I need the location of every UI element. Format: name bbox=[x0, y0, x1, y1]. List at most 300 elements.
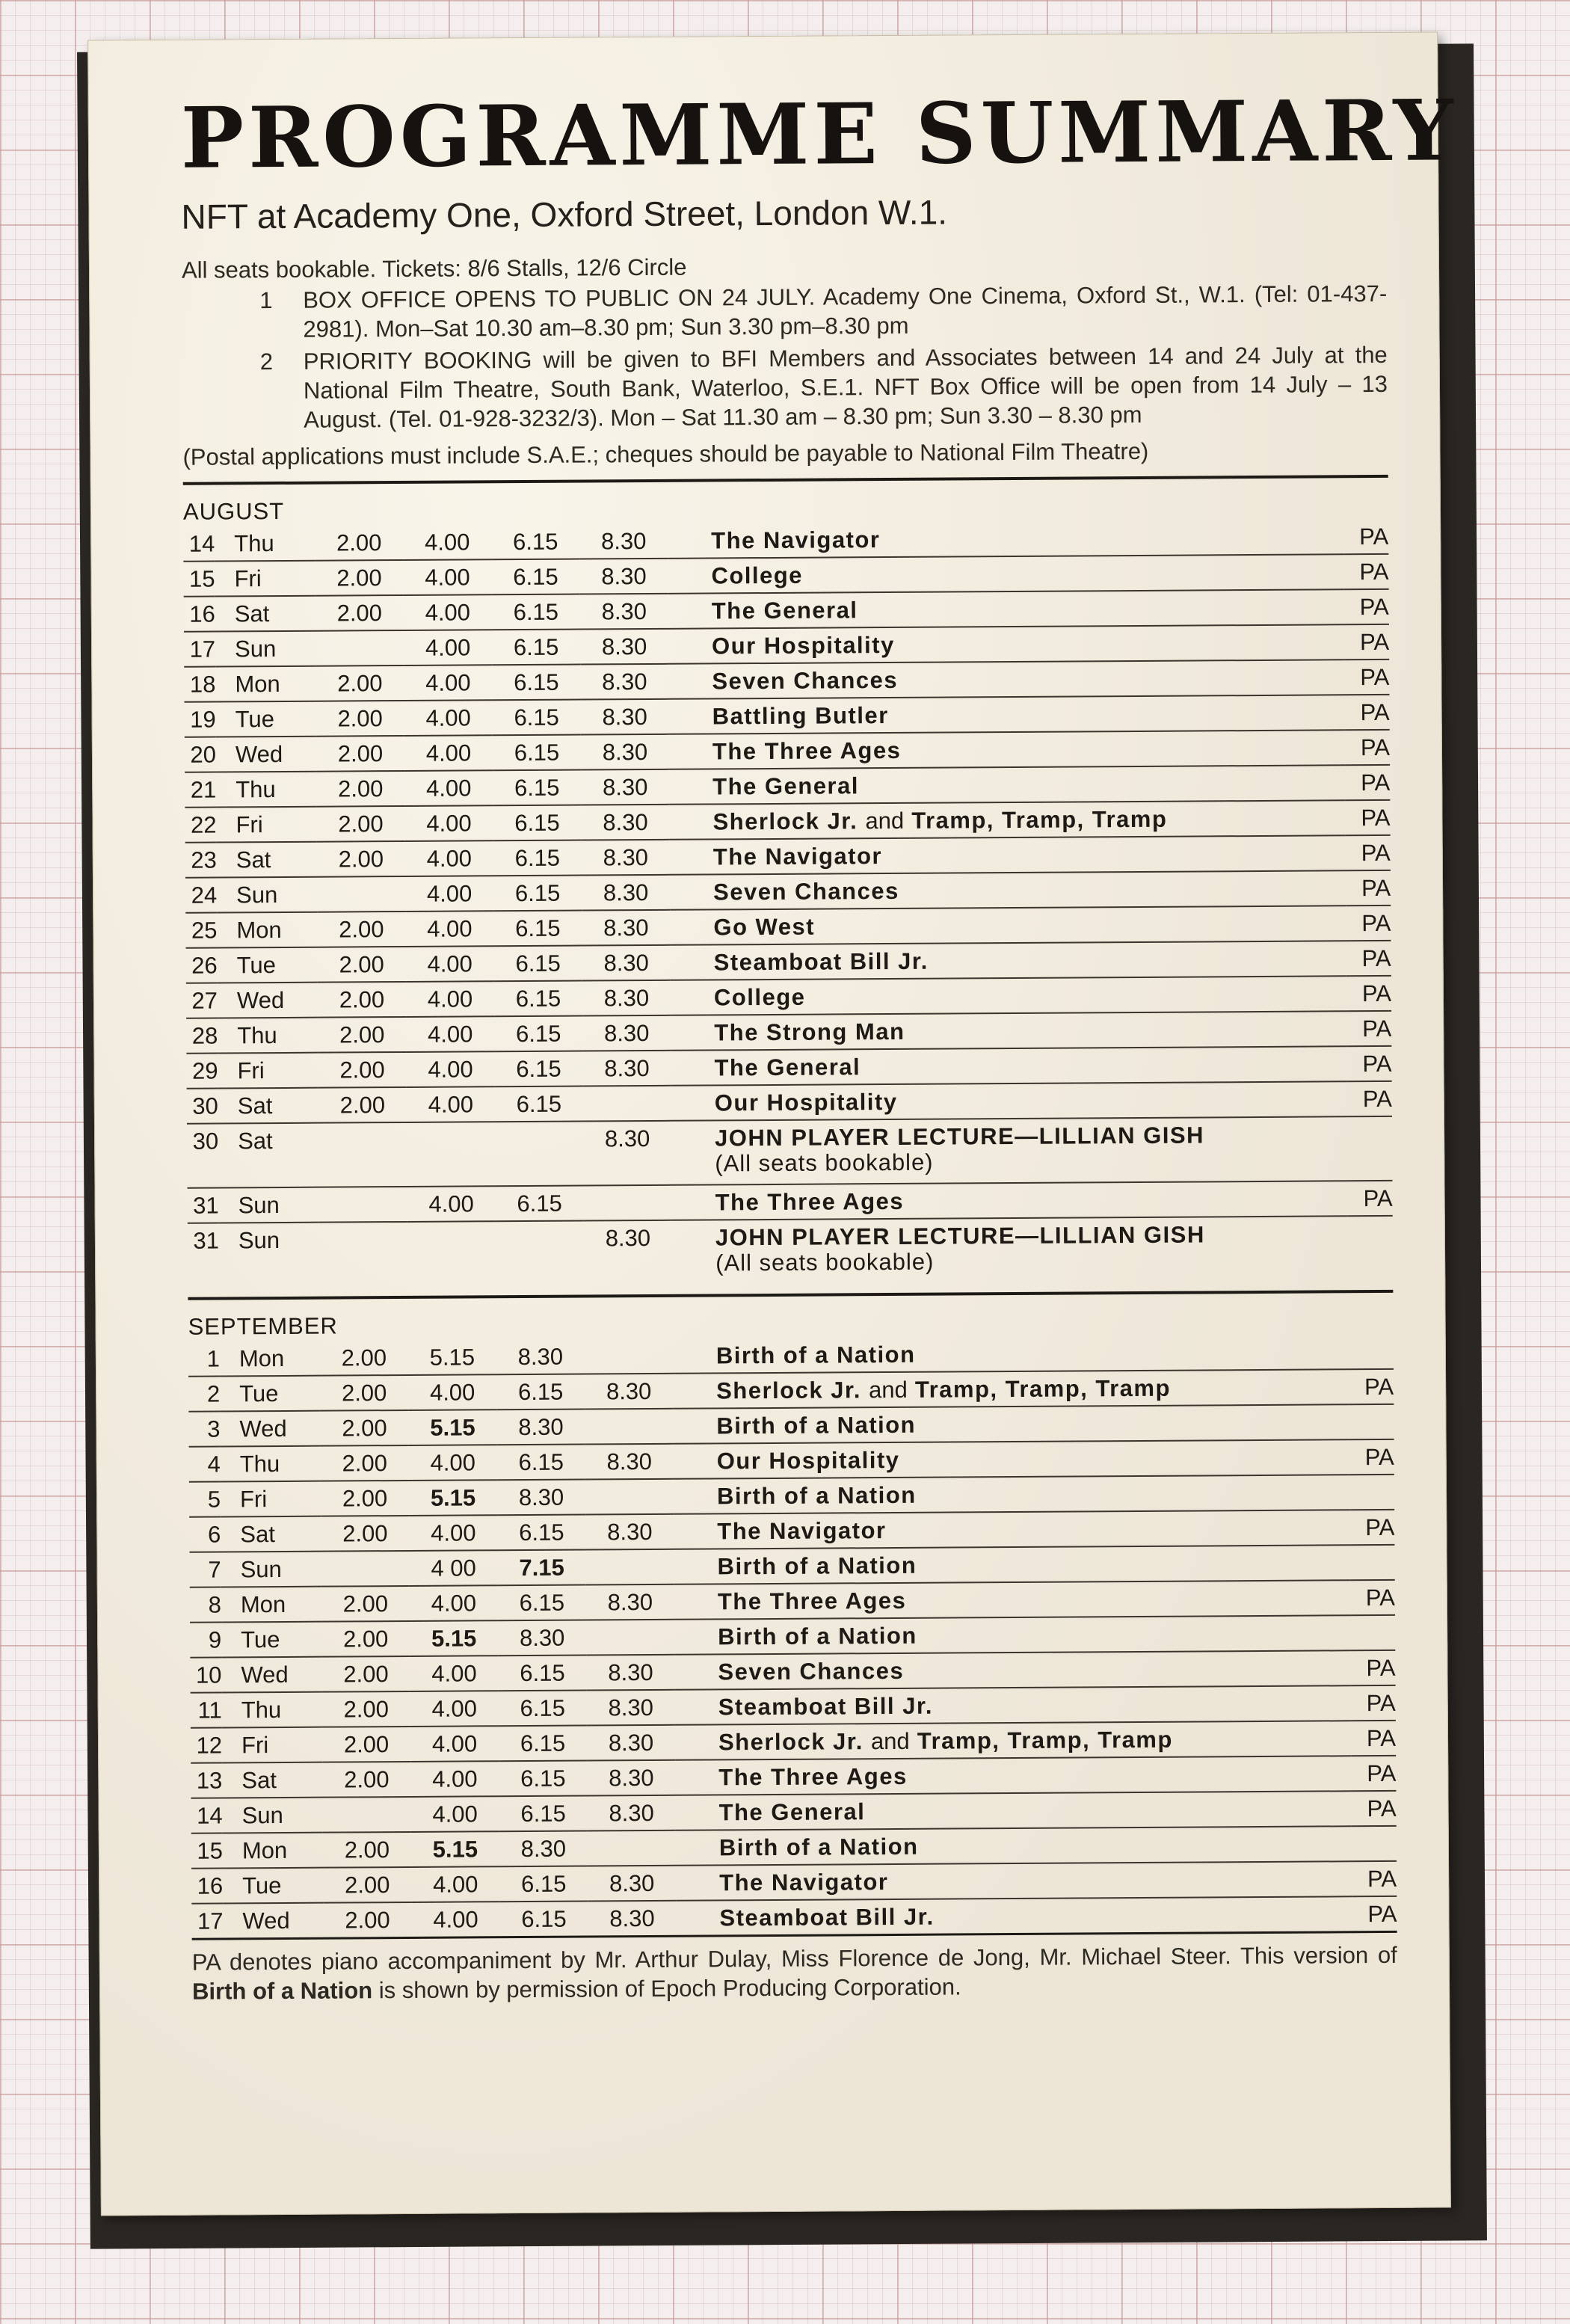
showtime-3: 6.15 bbox=[498, 1656, 586, 1691]
showtime-2: 4.00 bbox=[404, 805, 493, 841]
day-number: 21 bbox=[185, 772, 216, 808]
showtime-1: 2.00 bbox=[321, 1656, 410, 1692]
showtime-3: 6.15 bbox=[493, 805, 581, 841]
weekday: Sat bbox=[215, 596, 315, 632]
showtime-4: 8.30 bbox=[587, 1690, 675, 1726]
piano-accompaniment-marker: PA bbox=[1343, 520, 1388, 554]
film-title-cell bbox=[668, 520, 1343, 559]
film-title-cell bbox=[673, 1335, 1349, 1374]
showtime-4: 8.30 bbox=[587, 1725, 675, 1761]
film-title: Seven Chances bbox=[712, 666, 899, 695]
film-title-cell bbox=[671, 1181, 1347, 1220]
showtime-1: 2.00 bbox=[321, 1481, 409, 1516]
weekday: Wed bbox=[218, 983, 318, 1018]
showtime-1: 2.00 bbox=[318, 1052, 406, 1088]
note-number: 2 bbox=[259, 348, 274, 375]
piano-accompaniment-marker: PA bbox=[1351, 1791, 1396, 1826]
film-subnote: (All seats bookable) bbox=[715, 1149, 934, 1177]
showtime-4: 8.30 bbox=[586, 1655, 674, 1691]
film-title: Our Hospitality bbox=[711, 631, 895, 660]
film-title: Steamboat Bill Jr. bbox=[718, 1692, 934, 1721]
showtime-4 bbox=[583, 1086, 671, 1122]
weekday: Sat bbox=[221, 1516, 321, 1552]
day-number: 26 bbox=[186, 948, 218, 983]
film-title-cell bbox=[668, 589, 1344, 629]
showtime-4: 8.30 bbox=[587, 1760, 675, 1796]
showtime-3: 6.15 bbox=[496, 1186, 584, 1222]
showtime-3: 6.15 bbox=[499, 1761, 587, 1797]
schedule-row bbox=[187, 1116, 1392, 1188]
piano-accompaniment-marker bbox=[1347, 1116, 1393, 1181]
showtime-4: 8.30 bbox=[609, 1905, 655, 1932]
piano-accompaniment-marker: PA bbox=[1351, 1721, 1396, 1756]
weekday: Wed bbox=[221, 1657, 321, 1693]
showtime-3: 6.15 bbox=[499, 1691, 587, 1727]
showtime-2: 4.00 bbox=[410, 1726, 499, 1762]
weekday: Sun bbox=[217, 877, 317, 913]
piano-accompaniment-marker: PA bbox=[1350, 1580, 1395, 1615]
showtime-3: 6.15 bbox=[494, 1016, 582, 1052]
film-title-cell bbox=[675, 1721, 1351, 1760]
programme-sheet bbox=[87, 32, 1459, 2216]
venue-subtitle: NFT at Academy One, Oxford Street, London W.1. bbox=[181, 192, 948, 236]
showtime-3: 6.15 bbox=[492, 594, 580, 630]
piano-accompaniment-marker: PA bbox=[1346, 835, 1391, 870]
showtime-3: 6.15 bbox=[491, 525, 579, 560]
showtime-3: 6.15 bbox=[493, 700, 581, 736]
piano-accompaniment-marker: PA bbox=[1345, 800, 1390, 835]
weekday: Thu bbox=[221, 1446, 321, 1482]
film-title: The General bbox=[718, 1798, 866, 1826]
day-number: 30 bbox=[187, 1089, 218, 1124]
showtime-2: 4.00 bbox=[404, 700, 493, 736]
film-title: Steamboat Bill Jr. bbox=[719, 1903, 935, 1931]
day-number: 11 bbox=[191, 1692, 222, 1727]
showtime-4 bbox=[588, 1830, 676, 1866]
weekday: Tue bbox=[218, 947, 318, 983]
piano-accompaniment-marker: PA bbox=[1344, 660, 1389, 695]
showtime-1: 2.00 bbox=[318, 982, 406, 1018]
film-title: Our Hospitality bbox=[716, 1446, 900, 1475]
showtime-1: 2.00 bbox=[320, 1375, 408, 1411]
showtime-3: 6.15 bbox=[497, 1445, 585, 1481]
showtime-4: 8.30 bbox=[581, 734, 669, 770]
weekday: Sat bbox=[222, 1762, 322, 1798]
piano-accompaniment-marker bbox=[1349, 1545, 1394, 1580]
showtime-2: 4.00 bbox=[409, 1515, 497, 1551]
showtime-1: 2.00 bbox=[315, 595, 404, 631]
showtime-3: 6.15 bbox=[494, 1051, 582, 1087]
showtime-4: 8.30 bbox=[582, 875, 670, 911]
piano-accompaniment-marker: PA bbox=[1345, 695, 1390, 730]
piano-accompaniment-marker: PA bbox=[1346, 976, 1391, 1011]
film-title-cell bbox=[674, 1650, 1350, 1690]
piano-accompaniment-marker bbox=[1349, 1475, 1394, 1510]
showtime-4: 8.30 bbox=[579, 559, 668, 594]
day-number: 24 bbox=[185, 878, 217, 913]
day-number: 6 bbox=[189, 1516, 221, 1552]
showtime-3: 7.15 bbox=[497, 1550, 585, 1586]
piano-accompaniment-marker: PA bbox=[1349, 1510, 1394, 1545]
showtime-1: 2.00 bbox=[322, 1727, 410, 1762]
showtime-2: 4.00 bbox=[410, 1656, 498, 1691]
weekday: Tue bbox=[216, 701, 316, 737]
showtime-3: 6.15 bbox=[498, 1585, 586, 1621]
day-number: 3 bbox=[188, 1411, 220, 1446]
piano-accompaniment-marker: PA bbox=[1349, 1439, 1394, 1475]
weekday: Wed bbox=[216, 737, 316, 772]
section-divider bbox=[183, 475, 1388, 485]
film-title-cell bbox=[668, 660, 1344, 699]
film-title: Seven Chances bbox=[712, 877, 899, 906]
piano-accompaniment-marker: PA bbox=[1367, 1900, 1397, 1928]
showtime-1 bbox=[321, 1551, 409, 1587]
film-title: Birth of a Nation bbox=[717, 1552, 917, 1580]
showtime-3: 8.30 bbox=[496, 1410, 585, 1445]
weekday: Tue bbox=[221, 1622, 321, 1658]
showtime-3: 6.15 bbox=[499, 1796, 587, 1832]
piano-accompaniment-marker: PA bbox=[1346, 1046, 1391, 1081]
note-text: PRIORITY BOOKING will be given to BFI Members and Associates between 14 and 24 July at the National Film Theatre, South Bank, Waterloo, S.E.1. NFT Box Office will be open from 14 July – 13 August. (Tel. 01-928-3232/3). Mon – Sat 11.30 am – 8.30 pm; Sun 3.30 – 8.30 pm bbox=[303, 341, 1388, 433]
day-number: 16 bbox=[184, 597, 215, 632]
showtime-1: 2.00 bbox=[322, 1691, 410, 1727]
showtime-2 bbox=[407, 1122, 496, 1187]
piano-accompaniment-marker: PA bbox=[1344, 624, 1389, 660]
footer-note bbox=[192, 1940, 1397, 2006]
showtime-2: 5.15 bbox=[410, 1620, 498, 1656]
showtime-2: 4.00 bbox=[411, 1866, 499, 1902]
showtime-3: 6.15 bbox=[494, 981, 582, 1017]
showtime-2: 4 00 bbox=[409, 1550, 497, 1586]
showtime-3: 6.15 bbox=[499, 1866, 588, 1902]
film-title-cell bbox=[674, 1615, 1350, 1655]
showtime-4: 8.30 bbox=[582, 980, 671, 1016]
piano-accompaniment-marker: PA bbox=[1347, 1081, 1392, 1116]
film-title-cell bbox=[669, 765, 1345, 805]
showtime-4: 8.30 bbox=[582, 910, 670, 946]
day-number: 29 bbox=[186, 1054, 218, 1089]
showtime-3 bbox=[495, 1122, 584, 1187]
showtime-1: 2.00 bbox=[320, 1341, 408, 1376]
weekday: Fri bbox=[216, 807, 316, 843]
film-title-cell bbox=[674, 1439, 1349, 1479]
showtime-1 bbox=[322, 1797, 410, 1833]
footer-text-start: PA denotes piano accompaniment by Mr. Arthur Dulay, Miss Florence de Jong, Mr. Michael Steer. This version of bbox=[191, 1941, 1397, 1976]
day-number: 5 bbox=[189, 1481, 221, 1516]
weekday: Tue bbox=[220, 1376, 320, 1412]
weekday: Fri bbox=[221, 1481, 321, 1517]
weekday: Thu bbox=[222, 1692, 322, 1728]
piano-accompaniment-marker: PA bbox=[1346, 941, 1391, 976]
showtime-4: 8.30 bbox=[583, 1121, 672, 1186]
piano-accompaniment-marker: PA bbox=[1345, 730, 1390, 765]
showtime-4: 8.30 bbox=[585, 1514, 674, 1550]
ticket-prices: All seats bookable. Tickets: 8/6 Stalls, 12/6 Circle bbox=[181, 253, 687, 283]
showtime-2: 5.15 bbox=[408, 1340, 496, 1375]
piano-accompaniment-marker: PA bbox=[1345, 765, 1390, 800]
day-number: 31 bbox=[193, 1227, 220, 1254]
showtime-4: 8.30 bbox=[585, 1444, 674, 1480]
showtime-1: 2.00 bbox=[317, 841, 405, 877]
showtime-2: 4.00 bbox=[410, 1796, 499, 1832]
weekday: Sun bbox=[222, 1798, 322, 1833]
showtime-4: 8.30 bbox=[581, 769, 669, 805]
showtime-2: 4.00 bbox=[404, 630, 492, 665]
showtime-2: 5.15 bbox=[411, 1831, 499, 1867]
film-joiner: and bbox=[865, 807, 905, 834]
month-label-september: SEPTEMBER bbox=[188, 1312, 338, 1340]
showtime-1: 2.00 bbox=[323, 1832, 411, 1868]
film-title-cell bbox=[674, 1580, 1350, 1620]
showtime-3: 8.30 bbox=[496, 1340, 585, 1375]
day-number: 15 bbox=[191, 1833, 223, 1868]
showtime-1: 2.00 bbox=[318, 1017, 406, 1053]
weekday: Wed bbox=[220, 1411, 320, 1447]
film-subnote: (All seats bookable) bbox=[715, 1248, 935, 1276]
piano-accompaniment-marker bbox=[1349, 1335, 1394, 1369]
showtime-3: 6.15 bbox=[493, 876, 582, 912]
showtime-3 bbox=[496, 1221, 585, 1285]
weekday: Fri bbox=[218, 1053, 318, 1089]
weekday: Tue bbox=[223, 1868, 323, 1904]
day-number: 10 bbox=[190, 1657, 221, 1692]
showtime-1: 2.00 bbox=[316, 771, 404, 807]
day-number: 30 bbox=[187, 1124, 219, 1188]
day-number: 16 bbox=[191, 1868, 223, 1903]
showtime-1: 2.00 bbox=[315, 526, 403, 561]
showtime-3: 6.15 bbox=[495, 1086, 583, 1122]
weekday: Sat bbox=[218, 1123, 319, 1188]
film-title-cell bbox=[676, 1826, 1352, 1866]
showtime-2: 4.00 bbox=[404, 770, 493, 806]
showtime-3: 6.15 bbox=[494, 946, 582, 982]
weekday: Thu bbox=[216, 772, 316, 808]
film-title: College bbox=[713, 983, 806, 1011]
film-title-cell bbox=[669, 800, 1345, 840]
showtime-4: 8.30 bbox=[586, 1584, 674, 1620]
film-title: The Three Ages bbox=[712, 737, 902, 765]
film-title-cell bbox=[668, 624, 1344, 664]
weekday: Sat bbox=[217, 842, 317, 878]
showtime-4: 8.30 bbox=[605, 1224, 651, 1252]
film-title-cell bbox=[668, 554, 1343, 594]
showtime-3: 6.15 bbox=[499, 1726, 587, 1762]
weekday: Fri bbox=[215, 561, 315, 597]
showtime-3: 6.15 bbox=[491, 559, 579, 595]
weekday: Mon bbox=[215, 666, 315, 702]
film-title: JOHN PLAYER LECTURE—LILLIAN GISH bbox=[715, 1221, 1205, 1251]
showtime-4: 8.30 bbox=[585, 1374, 673, 1410]
showtime-2: 4.00 bbox=[407, 1086, 495, 1122]
film-title-cell bbox=[672, 1216, 1349, 1284]
showtime-1: 2.00 bbox=[316, 736, 404, 772]
showtime-1: 2.00 bbox=[321, 1621, 410, 1657]
showtime-4 bbox=[583, 1185, 671, 1221]
weekday: Mon bbox=[223, 1833, 323, 1869]
film-joiner: and bbox=[870, 1727, 910, 1755]
weekday: Sun bbox=[238, 1227, 280, 1254]
film-title: Go West bbox=[713, 913, 816, 941]
showtime-4: 8.30 bbox=[587, 1795, 675, 1831]
weekday: Thu bbox=[218, 1018, 318, 1054]
day-number: 17 bbox=[184, 632, 215, 667]
piano-accompaniment-marker: PA bbox=[1352, 1861, 1397, 1896]
showtime-1 bbox=[318, 1122, 407, 1187]
showtime-4: 8.30 bbox=[582, 1051, 671, 1086]
weekday: Wed bbox=[242, 1907, 290, 1934]
film-title: The Strong Man bbox=[714, 1018, 905, 1046]
showtime-4: 8.30 bbox=[582, 1015, 671, 1051]
showtime-1: 2.00 bbox=[316, 806, 404, 842]
film-title: The Navigator bbox=[717, 1517, 887, 1545]
showtime-1: 2.00 bbox=[320, 1410, 408, 1446]
day-number: 8 bbox=[190, 1587, 221, 1622]
showtime-2: 4.00 bbox=[404, 735, 493, 771]
film-title-second: Tramp, Tramp, Tramp bbox=[914, 1374, 1172, 1403]
showtime-1: 2.00 bbox=[317, 912, 405, 947]
film-title: The Navigator bbox=[712, 843, 883, 870]
film-title: The Navigator bbox=[719, 1869, 889, 1896]
film-title: The General bbox=[712, 772, 860, 800]
weekday: Mon bbox=[221, 1587, 321, 1623]
day-number: 2 bbox=[188, 1376, 220, 1411]
film-title-cell bbox=[675, 1791, 1351, 1830]
piano-accompaniment-marker: PA bbox=[1343, 554, 1388, 589]
day-number: 27 bbox=[186, 983, 218, 1018]
day-number: 31 bbox=[188, 1188, 219, 1223]
showtime-3: 8.30 bbox=[498, 1620, 586, 1656]
film-title: Sherlock Jr. bbox=[712, 808, 858, 835]
film-title-cell bbox=[674, 1475, 1349, 1514]
piano-accompaniment-marker: PA bbox=[1347, 1181, 1392, 1216]
piano-accompaniment-marker: PA bbox=[1349, 1369, 1394, 1404]
showtime-1: 2.00 bbox=[316, 701, 404, 737]
showtime-4: 8.30 bbox=[580, 594, 668, 630]
weekday: Sat bbox=[218, 1088, 318, 1124]
film-title: Birth of a Nation bbox=[718, 1622, 917, 1650]
showtime-2 bbox=[407, 1221, 496, 1285]
schedule-september bbox=[188, 1335, 1397, 1938]
showtime-2: 4.00 bbox=[406, 981, 494, 1017]
film-title-cell bbox=[671, 1116, 1348, 1185]
showtime-4: 8.30 bbox=[582, 840, 670, 876]
film-title: The Three Ages bbox=[715, 1187, 905, 1216]
showtime-1: 2.00 bbox=[345, 1907, 390, 1934]
film-title: The General bbox=[711, 597, 858, 624]
film-title: Sherlock Jr. bbox=[718, 1728, 864, 1756]
showtime-2: 4.00 bbox=[406, 946, 494, 982]
showtime-2: 4.00 bbox=[405, 840, 493, 876]
day-number: 1 bbox=[188, 1341, 220, 1376]
showtime-1 bbox=[319, 1187, 407, 1223]
showtime-2: 4.00 bbox=[404, 665, 492, 701]
film-title-cell bbox=[670, 870, 1346, 910]
showtime-3: 6.15 bbox=[493, 911, 582, 947]
day-number: 23 bbox=[185, 843, 217, 878]
showtime-4: 8.30 bbox=[588, 1866, 676, 1902]
showtime-2: 5.15 bbox=[409, 1480, 497, 1516]
showtime-2: 4.00 bbox=[406, 1016, 494, 1052]
showtime-1: 2.00 bbox=[318, 947, 406, 983]
film-title: College bbox=[711, 562, 804, 589]
piano-accompaniment-marker: PA bbox=[1344, 589, 1389, 624]
showtime-4: 8.30 bbox=[580, 629, 668, 665]
showtime-1 bbox=[317, 876, 405, 912]
day-number: 19 bbox=[185, 702, 216, 737]
weekday: Sun bbox=[219, 1187, 319, 1223]
showtime-1: 2.00 bbox=[315, 560, 403, 596]
film-title: The Three Ages bbox=[717, 1587, 907, 1615]
showtime-1: 2.00 bbox=[318, 1087, 407, 1123]
piano-accompaniment-marker: PA bbox=[1351, 1685, 1396, 1721]
film-title-cell bbox=[670, 835, 1346, 875]
showtime-2: 4.00 bbox=[405, 911, 493, 947]
showtime-3: 6.15 bbox=[493, 735, 581, 771]
showtime-1: 2.00 bbox=[321, 1445, 409, 1481]
day-number: 20 bbox=[185, 737, 216, 772]
day-number: 14 bbox=[191, 1798, 222, 1833]
film-title: Steamboat Bill Jr. bbox=[713, 947, 929, 976]
film-title-cell bbox=[675, 1756, 1351, 1795]
showtime-2: 4.00 bbox=[403, 525, 491, 560]
showtime-2: 4.00 bbox=[409, 1445, 497, 1481]
piano-accompaniment-marker: PA bbox=[1351, 1756, 1396, 1791]
showtime-4 bbox=[585, 1409, 673, 1445]
film-title: JOHN PLAYER LECTURE—LILLIAN GISH bbox=[715, 1122, 1205, 1152]
showtime-3: 8.30 bbox=[497, 1480, 585, 1516]
schedule-row bbox=[188, 1216, 1393, 1287]
film-title-cell bbox=[671, 976, 1346, 1015]
showtime-1 bbox=[319, 1222, 408, 1286]
showtime-3: 8.30 bbox=[499, 1831, 588, 1867]
showtime-4: 8.30 bbox=[581, 805, 669, 840]
piano-accompaniment-marker: PA bbox=[1346, 870, 1391, 906]
showtime-4 bbox=[585, 1549, 674, 1585]
showtime-1: 2.00 bbox=[315, 665, 404, 701]
piano-accompaniment-marker bbox=[1352, 1826, 1397, 1861]
weekday: Fri bbox=[222, 1727, 322, 1763]
film-title: The General bbox=[714, 1054, 861, 1081]
weekday: Thu bbox=[215, 526, 315, 562]
day-number: 7 bbox=[189, 1552, 221, 1587]
film-title-second: Tramp, Tramp, Tramp bbox=[911, 805, 1168, 834]
showtime-2: 4.00 bbox=[407, 1186, 496, 1222]
showtime-4 bbox=[586, 1620, 674, 1656]
showtime-2: 4.00 bbox=[406, 1051, 494, 1087]
film-title-cell bbox=[671, 1011, 1346, 1051]
film-title-cell bbox=[674, 1510, 1349, 1549]
film-title-cell bbox=[675, 1685, 1351, 1725]
day-number: 12 bbox=[191, 1727, 222, 1762]
showtime-3: 6.15 bbox=[493, 840, 582, 876]
showtime-2: 4.00 bbox=[410, 1761, 499, 1797]
booking-note-2 bbox=[182, 340, 1388, 435]
day-number: 22 bbox=[185, 808, 216, 843]
film-title-cell bbox=[673, 1404, 1349, 1444]
showtime-2: 4.00 bbox=[410, 1691, 499, 1727]
sheet-content bbox=[180, 82, 1459, 2006]
piano-accompaniment-marker: PA bbox=[1346, 906, 1391, 941]
day-number: 9 bbox=[190, 1622, 221, 1657]
showtime-2: 4.00 bbox=[403, 559, 491, 595]
film-title-cell bbox=[676, 1861, 1352, 1901]
showtime-3: 6.15 bbox=[497, 1515, 585, 1551]
showtime-3: 6.15 bbox=[493, 770, 581, 806]
film-title: Birth of a Nation bbox=[716, 1481, 917, 1510]
booking-note-1 bbox=[182, 279, 1387, 345]
weekday: Sun bbox=[221, 1552, 321, 1587]
film-title: The Navigator bbox=[711, 526, 881, 554]
